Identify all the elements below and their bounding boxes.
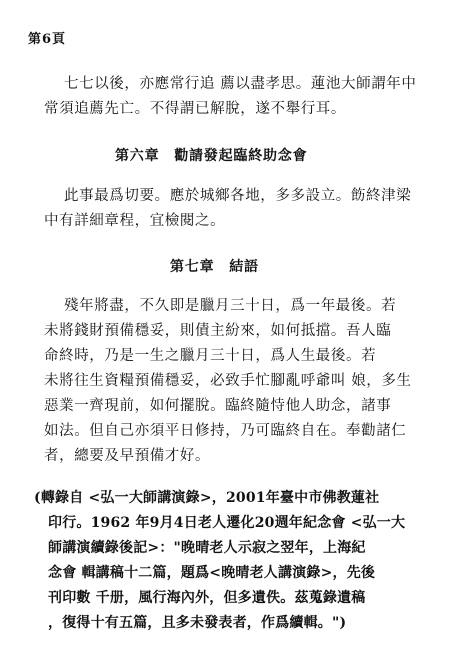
- page-number-label: 第6頁: [28, 32, 67, 47]
- source-note-line: 印行。1962 年9月4日老人遷化20週年紀念會 <弘一大: [48, 515, 406, 531]
- chapter-6-heading: 第六章 勸請發起臨終助念會: [115, 148, 308, 164]
- chapter-7-heading: 第七章 結語: [170, 259, 259, 275]
- text-line: 未將錢財預備穩妥，則債主紛來，如何抵擋。吾人臨: [44, 323, 392, 339]
- text-line: 中有詳細章程，宜檢閱之。: [44, 213, 226, 229]
- text-line: 惡業一齊現前，如何擺脫。臨終隨恃他人助念，諸事: [44, 398, 392, 414]
- source-note-line: 師講演續錄後記>："晚晴老人示寂之翌年，上海紀: [48, 540, 366, 556]
- text-line: 七七以後，亦應常行追 薦以盡孝思。蓮池大師謂年中: [64, 76, 417, 92]
- text-line: 未將往生資糧預備穩妥，必致手忙腳亂呼爺叫 娘，多生: [44, 373, 412, 389]
- text-line: 如法。但自己亦須平日修持，乃可臨終自在。奉勸諸仁: [44, 423, 407, 439]
- text-line: 此事最爲切要。應於城鄉各地，多多設立。飭終津梁: [64, 188, 412, 204]
- text-line: 殘年將盡，不久即是臘月三十日，爲一年最後。若: [64, 298, 397, 314]
- text-line: 常須追薦先亡。不得謂已解脫，遂不舉行耳。: [44, 101, 346, 117]
- source-note-line: (轉錄自 <弘一大師講演錄>，2001年臺中市佛教蓮社: [34, 490, 380, 506]
- text-line: 者，總要及早預備才好。: [44, 448, 211, 464]
- source-note-line: 刊印數 千册，風行海內外，但多遺佚。茲蒐錄遺稿: [48, 590, 366, 606]
- text-line: 命終時，乃是一生之臘月三十日，爲人生最後。若: [44, 348, 377, 364]
- source-note-line: ，復得十有五篇，且多未發表者，作爲續輯。"): [48, 615, 347, 631]
- source-note-line: 念會 輯講稿十二篇，題爲<晚晴老人講演錄>，先後: [48, 565, 376, 581]
